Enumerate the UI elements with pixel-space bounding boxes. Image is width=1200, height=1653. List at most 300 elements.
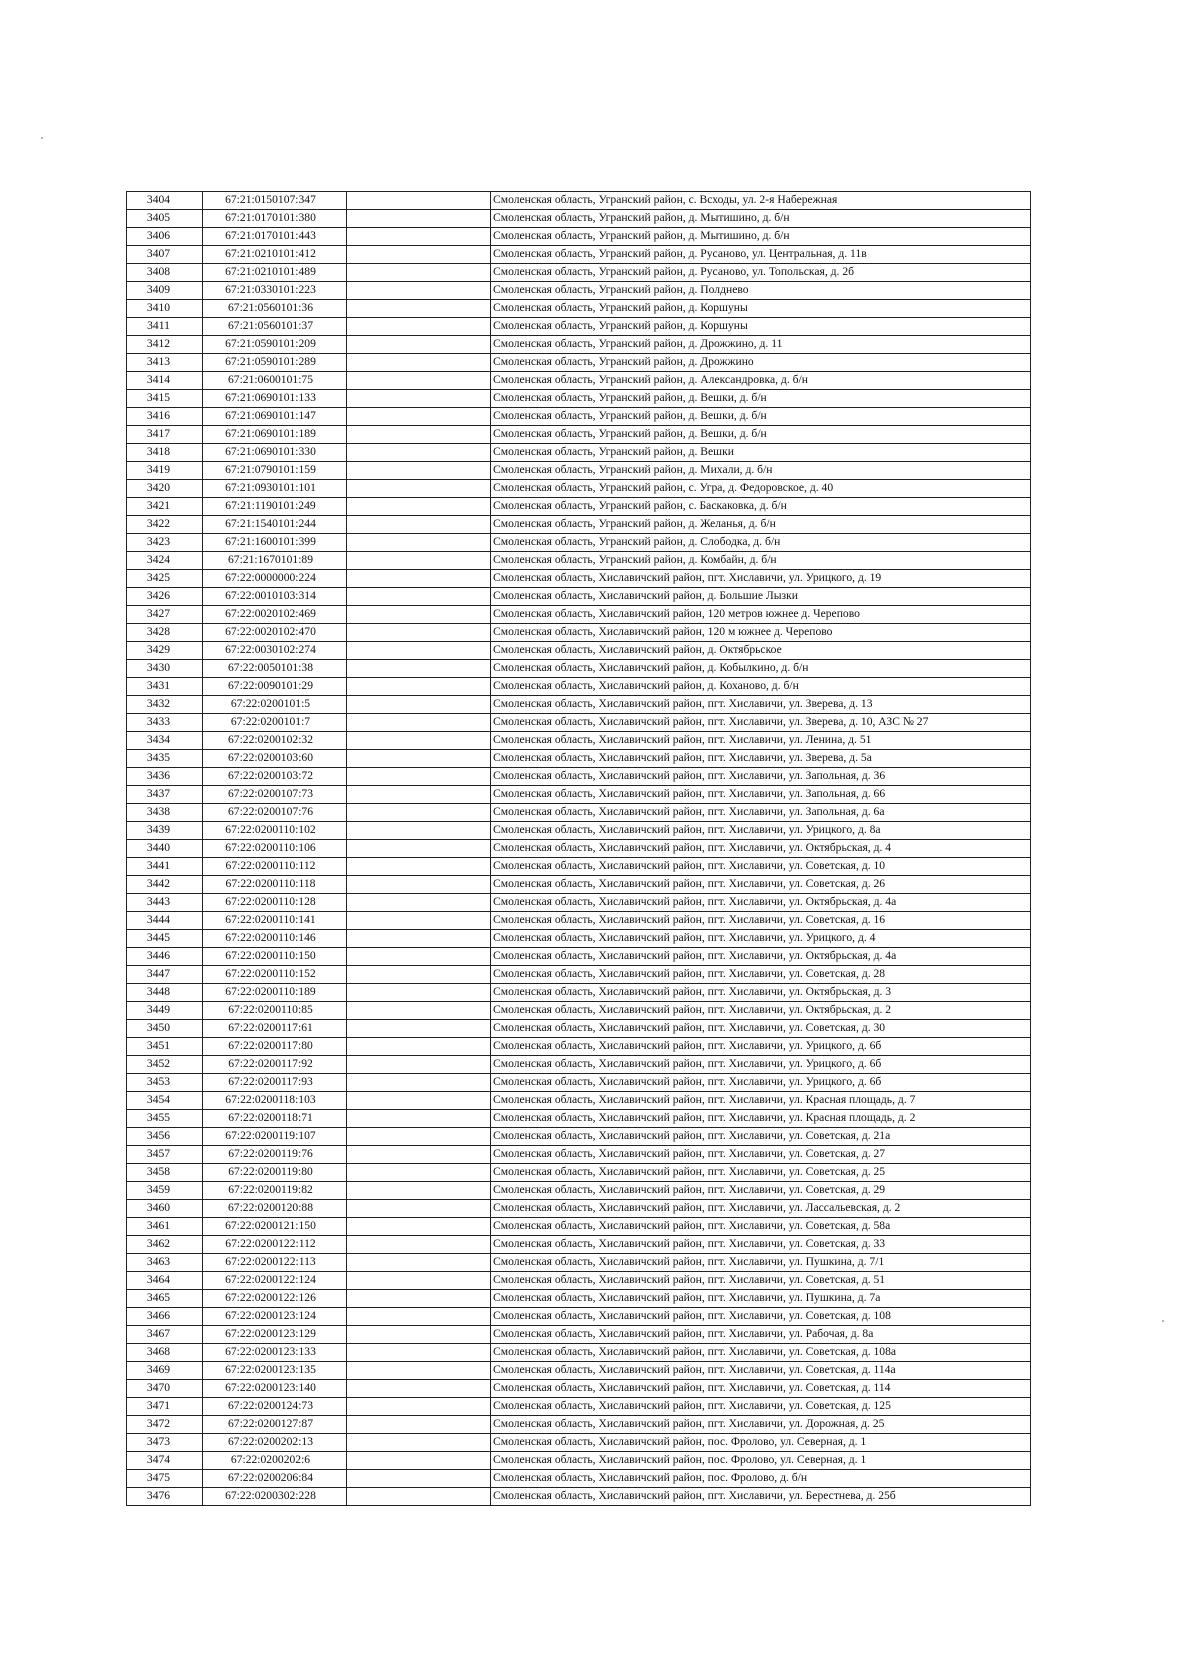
table-row	[127, 210, 1031, 228]
cadastral-number-cell: 67:22:0200110:118	[203, 876, 347, 894]
row-number-cell: 3464	[127, 1272, 203, 1290]
row-number-cell: 3431	[127, 678, 203, 696]
empty-cell	[347, 750, 491, 768]
table-row	[127, 534, 1031, 552]
table-row	[127, 1002, 1031, 1020]
empty-cell	[347, 588, 491, 606]
table-row	[127, 840, 1031, 858]
address-cell: Смоленская область, Хиславичский район, пгт. Хиславичи, ул. Запольная, д. 36	[491, 768, 1031, 786]
row-number-cell: 3439	[127, 822, 203, 840]
table-row	[127, 1308, 1031, 1326]
address-cell: Смоленская область, Хиславичский район, 120 метров южнее д. Черепово	[491, 606, 1031, 624]
empty-cell	[347, 444, 491, 462]
address-cell: Смоленская область, Хиславичский район, пгт. Хиславичи, ул. Запольная, д. 66	[491, 786, 1031, 804]
table-row	[127, 426, 1031, 444]
table-row	[127, 948, 1031, 966]
empty-cell	[347, 1056, 491, 1074]
address-cell: Смоленская область, Хиславичский район, пгт. Хиславичи, ул. Пушкина, д. 7а	[491, 1290, 1031, 1308]
cadastral-number-cell: 67:21:0210101:412	[203, 246, 347, 264]
row-number-cell: 3460	[127, 1200, 203, 1218]
empty-cell	[347, 1038, 491, 1056]
cadastral-number-cell: 67:22:0200123:129	[203, 1326, 347, 1344]
table-row	[127, 498, 1031, 516]
row-number-cell: 3451	[127, 1038, 203, 1056]
table-row	[127, 966, 1031, 984]
address-cell: Смоленская область, Хиславичский район, пгт. Хиславичи, ул. Советская, д. 108	[491, 1308, 1031, 1326]
address-cell: Смоленская область, Хиславичский район, пгт. Хиславичи, ул. Советская, д. 16	[491, 912, 1031, 930]
address-cell: Смоленская область, Хиславичский район, д. Октябрьское	[491, 642, 1031, 660]
row-number-cell: 3428	[127, 624, 203, 642]
empty-cell	[347, 192, 491, 210]
address-cell: Смоленская область, Хиславичский район, пгт. Хиславичи, ул. Урицкого, д. 6б	[491, 1074, 1031, 1092]
address-cell: Смоленская область, Угранский район, д. Коршуны	[491, 318, 1031, 336]
table-row	[127, 1164, 1031, 1182]
cadastral-number-cell: 67:22:0200119:82	[203, 1182, 347, 1200]
row-number-cell: 3419	[127, 462, 203, 480]
address-cell: Смоленская область, Хиславичский район, пос. Фролово, ул. Северная, д. 1	[491, 1434, 1031, 1452]
cadastral-number-cell: 67:21:0690101:330	[203, 444, 347, 462]
cadastral-number-cell: 67:22:0200122:112	[203, 1236, 347, 1254]
cadastral-number-cell: 67:21:0170101:443	[203, 228, 347, 246]
empty-cell	[347, 1398, 491, 1416]
address-cell: Смоленская область, Хиславичский район, пгт. Хиславичи, ул. Советская, д. 108а	[491, 1344, 1031, 1362]
address-cell: Смоленская область, Хиславичский район, пгт. Хиславичи, ул. Зверева, д. 5а	[491, 750, 1031, 768]
address-cell: Смоленская область, Хиславичский район, пос. Фролово, д. б/н	[491, 1470, 1031, 1488]
table-row	[127, 192, 1031, 210]
cadastral-number-cell: 67:21:0600101:75	[203, 372, 347, 390]
row-number-cell: 3421	[127, 498, 203, 516]
address-cell: Смоленская область, Хиславичский район, пгт. Хиславичи, ул. Урицкого, д. 6б	[491, 1056, 1031, 1074]
row-number-cell: 3416	[127, 408, 203, 426]
empty-cell	[347, 516, 491, 534]
row-number-cell: 3415	[127, 390, 203, 408]
row-number-cell: 3434	[127, 732, 203, 750]
table-row	[127, 1182, 1031, 1200]
row-number-cell: 3454	[127, 1092, 203, 1110]
row-number-cell: 3425	[127, 570, 203, 588]
address-cell: Смоленская область, Угранский район, с. Угра, д. Федоровское, д. 40	[491, 480, 1031, 498]
cadastral-number-cell: 67:22:0200119:80	[203, 1164, 347, 1182]
empty-cell	[347, 1002, 491, 1020]
cadastral-number-cell: 67:22:0030102:274	[203, 642, 347, 660]
empty-cell	[347, 822, 491, 840]
row-number-cell: 3410	[127, 300, 203, 318]
empty-cell	[347, 390, 491, 408]
address-cell: Смоленская область, Хиславичский район, пгт. Хиславичи, ул. Урицкого, д. 19	[491, 570, 1031, 588]
address-cell: Смоленская область, Хиславичский район, пгт. Хиславичи, ул. Октябрьская, д. 4	[491, 840, 1031, 858]
empty-cell	[347, 408, 491, 426]
address-cell: Смоленская область, Угранский район, д. Мытишино, д. б/н	[491, 228, 1031, 246]
empty-cell	[347, 1092, 491, 1110]
empty-cell	[347, 624, 491, 642]
row-number-cell: 3453	[127, 1074, 203, 1092]
address-cell: Смоленская область, Угранский район, с. Баскаковка, д. б/н	[491, 498, 1031, 516]
cadastral-number-cell: 67:22:0200123:135	[203, 1362, 347, 1380]
row-number-cell: 3463	[127, 1254, 203, 1272]
row-number-cell: 3441	[127, 858, 203, 876]
cadastral-number-cell: 67:22:0090101:29	[203, 678, 347, 696]
address-cell: Смоленская область, Хиславичский район, пгт. Хиславичи, ул. Советская, д. 29	[491, 1182, 1031, 1200]
row-number-cell: 3423	[127, 534, 203, 552]
row-number-cell: 3418	[127, 444, 203, 462]
row-number-cell: 3442	[127, 876, 203, 894]
empty-cell	[347, 984, 491, 1002]
cadastral-number-cell: 67:22:0200122:113	[203, 1254, 347, 1272]
empty-cell	[347, 948, 491, 966]
cadastral-number-cell: 67:22:0200206:84	[203, 1470, 347, 1488]
empty-cell	[347, 1470, 491, 1488]
row-number-cell: 3412	[127, 336, 203, 354]
row-number-cell: 3443	[127, 894, 203, 912]
empty-cell	[347, 1308, 491, 1326]
property-registry-table	[126, 191, 1031, 1506]
table-row	[127, 804, 1031, 822]
address-cell: Смоленская область, Хиславичский район, пгт. Хиславичи, ул. Урицкого, д. 4	[491, 930, 1031, 948]
address-cell: Смоленская область, Угранский район, д. Комбайн, д. б/н	[491, 552, 1031, 570]
cadastral-number-cell: 67:22:0200119:107	[203, 1128, 347, 1146]
empty-cell	[347, 642, 491, 660]
cadastral-number-cell: 67:22:0200110:128	[203, 894, 347, 912]
cadastral-number-cell: 67:22:0200202:13	[203, 1434, 347, 1452]
table-body	[127, 192, 1031, 1506]
address-cell: Смоленская область, Хиславичский район, пгт. Хиславичи, ул. Зверева, д. 10, АЗС № 27	[491, 714, 1031, 732]
empty-cell	[347, 228, 491, 246]
cadastral-number-cell: 67:22:0200117:61	[203, 1020, 347, 1038]
row-number-cell: 3476	[127, 1488, 203, 1506]
address-cell: Смоленская область, Хиславичский район, пгт. Хиславичи, ул. Ленина, д. 51	[491, 732, 1031, 750]
row-number-cell: 3445	[127, 930, 203, 948]
address-cell: Смоленская область, Угранский район, д. Русаново, ул. Центральная, д. 11в	[491, 246, 1031, 264]
cadastral-number-cell: 67:22:0200122:126	[203, 1290, 347, 1308]
cadastral-number-cell: 67:22:0200110:146	[203, 930, 347, 948]
address-cell: Смоленская область, Угранский район, д. Дрожжино	[491, 354, 1031, 372]
empty-cell	[347, 534, 491, 552]
address-cell: Смоленская область, Хиславичский район, пос. Фролово, ул. Северная, д. 1	[491, 1452, 1031, 1470]
row-number-cell: 3467	[127, 1326, 203, 1344]
row-number-cell: 3465	[127, 1290, 203, 1308]
table-row	[127, 318, 1031, 336]
table-row	[127, 264, 1031, 282]
address-cell: Смоленская область, Хиславичский район, пгт. Хиславичи, ул. Дорожная, д. 25	[491, 1416, 1031, 1434]
empty-cell	[347, 858, 491, 876]
empty-cell	[347, 930, 491, 948]
empty-cell	[347, 1236, 491, 1254]
table-row	[127, 1038, 1031, 1056]
table-row	[127, 1290, 1031, 1308]
row-number-cell: 3470	[127, 1380, 203, 1398]
address-cell: Смоленская область, Угранский район, д. Желанья, д. б/н	[491, 516, 1031, 534]
table-row	[127, 894, 1031, 912]
address-cell: Смоленская область, Хиславичский район, пгт. Хиславичи, ул. Советская, д. 114	[491, 1380, 1031, 1398]
empty-cell	[347, 1434, 491, 1452]
table-row	[127, 570, 1031, 588]
row-number-cell: 3472	[127, 1416, 203, 1434]
empty-cell	[347, 678, 491, 696]
row-number-cell: 3407	[127, 246, 203, 264]
cadastral-number-cell: 67:21:0690101:189	[203, 426, 347, 444]
cadastral-number-cell: 67:22:0200124:73	[203, 1398, 347, 1416]
empty-cell	[347, 570, 491, 588]
address-cell: Смоленская область, Хиславичский район, д. Кобылкино, д. б/н	[491, 660, 1031, 678]
address-cell: Смоленская область, Угранский район, д. Коршуны	[491, 300, 1031, 318]
empty-cell	[347, 804, 491, 822]
address-cell: Смоленская область, Хиславичский район, пгт. Хиславичи, ул. Советская, д. 58а	[491, 1218, 1031, 1236]
table-row	[127, 822, 1031, 840]
address-cell: Смоленская область, Угранский район, д. Вешки, д. б/н	[491, 390, 1031, 408]
address-cell: Смоленская область, Хиславичский район, 120 м южнее д. Черепово	[491, 624, 1031, 642]
empty-cell	[347, 1020, 491, 1038]
row-number-cell: 3424	[127, 552, 203, 570]
row-number-cell: 3404	[127, 192, 203, 210]
cadastral-number-cell: 67:22:0200110:152	[203, 966, 347, 984]
empty-cell	[347, 462, 491, 480]
empty-cell	[347, 1362, 491, 1380]
table-row	[127, 480, 1031, 498]
table-row	[127, 444, 1031, 462]
row-number-cell: 3468	[127, 1344, 203, 1362]
row-number-cell: 3433	[127, 714, 203, 732]
table-row	[127, 642, 1031, 660]
empty-cell	[347, 1452, 491, 1470]
address-cell: Смоленская область, Хиславичский район, пгт. Хиславичи, ул. Октябрьская, д. 4а	[491, 948, 1031, 966]
row-number-cell: 3429	[127, 642, 203, 660]
row-number-cell: 3474	[127, 1452, 203, 1470]
empty-cell	[347, 714, 491, 732]
cadastral-number-cell: 67:22:0200110:102	[203, 822, 347, 840]
table-row	[127, 1056, 1031, 1074]
table-row	[127, 984, 1031, 1002]
empty-cell	[347, 282, 491, 300]
cadastral-number-cell: 67:22:0050101:38	[203, 660, 347, 678]
table-row	[127, 768, 1031, 786]
table-row	[127, 1398, 1031, 1416]
table-row	[127, 1254, 1031, 1272]
table-row	[127, 462, 1031, 480]
row-number-cell: 3456	[127, 1128, 203, 1146]
row-number-cell: 3406	[127, 228, 203, 246]
cadastral-number-cell: 67:21:0210101:489	[203, 264, 347, 282]
address-cell: Смоленская область, Хиславичский район, пгт. Хиславичи, ул. Советская, д. 125	[491, 1398, 1031, 1416]
table-row	[127, 1416, 1031, 1434]
empty-cell	[347, 786, 491, 804]
table-row	[127, 1146, 1031, 1164]
row-number-cell: 3473	[127, 1434, 203, 1452]
address-cell: Смоленская область, Угранский район, д. Михали, д. б/н	[491, 462, 1031, 480]
table-row	[127, 300, 1031, 318]
scan-speck	[1162, 1320, 1164, 1322]
cadastral-number-cell: 67:22:0200117:92	[203, 1056, 347, 1074]
cadastral-number-cell: 67:22:0200101:7	[203, 714, 347, 732]
row-number-cell: 3447	[127, 966, 203, 984]
row-number-cell: 3462	[127, 1236, 203, 1254]
cadastral-number-cell: 67:21:0790101:159	[203, 462, 347, 480]
cadastral-number-cell: 67:22:0200110:106	[203, 840, 347, 858]
empty-cell	[347, 1110, 491, 1128]
address-cell: Смоленская область, Хиславичский район, пгт. Хиславичи, ул. Запольная, д. 6а	[491, 804, 1031, 822]
empty-cell	[347, 1344, 491, 1362]
cadastral-number-cell: 67:21:1670101:89	[203, 552, 347, 570]
address-cell: Смоленская область, Хиславичский район, пгт. Хиславичи, ул. Октябрьская, д. 4а	[491, 894, 1031, 912]
table-row	[127, 552, 1031, 570]
cadastral-number-cell: 67:21:0590101:289	[203, 354, 347, 372]
row-number-cell: 3444	[127, 912, 203, 930]
row-number-cell: 3440	[127, 840, 203, 858]
table-row	[127, 714, 1031, 732]
address-cell: Смоленская область, Хиславичский район, пгт. Хиславичи, ул. Советская, д. 33	[491, 1236, 1031, 1254]
address-cell: Смоленская область, Хиславичский район, пгт. Хиславичи, ул. Советская, д. 30	[491, 1020, 1031, 1038]
table-row	[127, 876, 1031, 894]
cadastral-number-cell: 67:22:0200122:124	[203, 1272, 347, 1290]
address-cell: Смоленская область, Хиславичский район, пгт. Хиславичи, ул. Рабочая, д. 8а	[491, 1326, 1031, 1344]
table-row	[127, 1110, 1031, 1128]
cadastral-number-cell: 67:21:0170101:380	[203, 210, 347, 228]
row-number-cell: 3437	[127, 786, 203, 804]
cadastral-number-cell: 67:22:0200110:141	[203, 912, 347, 930]
table-row	[127, 354, 1031, 372]
address-cell: Смоленская область, Хиславичский район, д. Коханово, д. б/н	[491, 678, 1031, 696]
table-row	[127, 912, 1031, 930]
empty-cell	[347, 264, 491, 282]
table-row	[127, 750, 1031, 768]
row-number-cell: 3448	[127, 984, 203, 1002]
cadastral-number-cell: 67:22:0200103:72	[203, 768, 347, 786]
address-cell: Смоленская область, Хиславичский район, пгт. Хиславичи, ул. Советская, д. 51	[491, 1272, 1031, 1290]
cadastral-number-cell: 67:21:1190101:249	[203, 498, 347, 516]
table-row	[127, 516, 1031, 534]
row-number-cell: 3446	[127, 948, 203, 966]
empty-cell	[347, 1200, 491, 1218]
cadastral-number-cell: 67:22:0200103:60	[203, 750, 347, 768]
table-row	[127, 678, 1031, 696]
row-number-cell: 3411	[127, 318, 203, 336]
address-cell: Смоленская область, Хиславичский район, пгт. Хиславичи, ул. Урицкого, д. 8а	[491, 822, 1031, 840]
empty-cell	[347, 732, 491, 750]
row-number-cell: 3408	[127, 264, 203, 282]
cadastral-number-cell: 67:22:0200107:73	[203, 786, 347, 804]
empty-cell	[347, 1074, 491, 1092]
table-row	[127, 1092, 1031, 1110]
cadastral-number-cell: 67:22:0200102:32	[203, 732, 347, 750]
cadastral-number-cell: 67:22:0200101:5	[203, 696, 347, 714]
empty-cell	[347, 1488, 491, 1506]
table-row	[127, 606, 1031, 624]
row-number-cell: 3414	[127, 372, 203, 390]
row-number-cell: 3427	[127, 606, 203, 624]
address-cell: Смоленская область, Угранский район, д. Вешки, д. б/н	[491, 426, 1031, 444]
address-cell: Смоленская область, Угранский район, с. Всходы, ул. 2-я Набережная	[491, 192, 1031, 210]
table-row	[127, 246, 1031, 264]
address-cell: Смоленская область, Хиславичский район, пгт. Хиславичи, ул. Берестнева, д. 25б	[491, 1488, 1031, 1506]
empty-cell	[347, 1182, 491, 1200]
cadastral-number-cell: 67:22:0200123:133	[203, 1344, 347, 1362]
row-number-cell: 3471	[127, 1398, 203, 1416]
empty-cell	[347, 840, 491, 858]
row-number-cell: 3420	[127, 480, 203, 498]
table-row	[127, 660, 1031, 678]
table-row	[127, 1488, 1031, 1506]
cadastral-number-cell: 67:22:0020102:469	[203, 606, 347, 624]
cadastral-number-cell: 67:21:0590101:209	[203, 336, 347, 354]
row-number-cell: 3422	[127, 516, 203, 534]
address-cell: Смоленская область, Хиславичский район, пгт. Хиславичи, ул. Красная площадь, д. 7	[491, 1092, 1031, 1110]
table-row	[127, 390, 1031, 408]
row-number-cell: 3461	[127, 1218, 203, 1236]
table-row	[127, 408, 1031, 426]
cadastral-number-cell: 67:21:0560101:37	[203, 318, 347, 336]
cadastral-number-cell: 67:21:1600101:399	[203, 534, 347, 552]
row-number-cell: 3450	[127, 1020, 203, 1038]
empty-cell	[347, 1128, 491, 1146]
empty-cell	[347, 318, 491, 336]
table-row	[127, 1380, 1031, 1398]
row-number-cell: 3436	[127, 768, 203, 786]
address-cell: Смоленская область, Угранский район, д. Русаново, ул. Топольская, д. 2б	[491, 264, 1031, 282]
address-cell: Смоленская область, Угранский район, д. Мытишино, д. б/н	[491, 210, 1031, 228]
cadastral-number-cell: 67:22:0200127:87	[203, 1416, 347, 1434]
empty-cell	[347, 1416, 491, 1434]
table-row	[127, 1452, 1031, 1470]
cadastral-number-cell: 67:22:0200110:189	[203, 984, 347, 1002]
table-row	[127, 786, 1031, 804]
address-cell: Смоленская область, Хиславичский район, пгт. Хиславичи, ул. Урицкого, д. 6б	[491, 1038, 1031, 1056]
row-number-cell: 3449	[127, 1002, 203, 1020]
table-row	[127, 1434, 1031, 1452]
address-cell: Смоленская область, Угранский район, д. Александровка, д. б/н	[491, 372, 1031, 390]
empty-cell	[347, 210, 491, 228]
table-row	[127, 336, 1031, 354]
address-cell: Смоленская область, Хиславичский район, пгт. Хиславичи, ул. Советская, д. 10	[491, 858, 1031, 876]
cadastral-number-cell: 67:22:0200107:76	[203, 804, 347, 822]
empty-cell	[347, 1290, 491, 1308]
cadastral-number-cell: 67:21:0560101:36	[203, 300, 347, 318]
empty-cell	[347, 336, 491, 354]
row-number-cell: 3455	[127, 1110, 203, 1128]
row-number-cell: 3405	[127, 210, 203, 228]
empty-cell	[347, 606, 491, 624]
empty-cell	[347, 372, 491, 390]
cadastral-number-cell: 67:22:0200110:112	[203, 858, 347, 876]
empty-cell	[347, 480, 491, 498]
row-number-cell: 3438	[127, 804, 203, 822]
empty-cell	[347, 1272, 491, 1290]
empty-cell	[347, 1164, 491, 1182]
row-number-cell: 3409	[127, 282, 203, 300]
empty-cell	[347, 768, 491, 786]
empty-cell	[347, 1326, 491, 1344]
row-number-cell: 3457	[127, 1146, 203, 1164]
row-number-cell: 3426	[127, 588, 203, 606]
table-row	[127, 930, 1031, 948]
cadastral-number-cell: 67:22:0200118:103	[203, 1092, 347, 1110]
row-number-cell: 3452	[127, 1056, 203, 1074]
address-cell: Смоленская область, Хиславичский район, пгт. Хиславичи, ул. Лассальевская, д. 2	[491, 1200, 1031, 1218]
address-cell: Смоленская область, Хиславичский район, пгт. Хиславичи, ул. Октябрьская, д. 3	[491, 984, 1031, 1002]
cadastral-number-cell: 67:22:0020102:470	[203, 624, 347, 642]
cadastral-number-cell: 67:21:1540101:244	[203, 516, 347, 534]
empty-cell	[347, 1218, 491, 1236]
table-row	[127, 624, 1031, 642]
address-cell: Смоленская область, Хиславичский район, пгт. Хиславичи, ул. Октябрьская, д. 2	[491, 1002, 1031, 1020]
table-row	[127, 696, 1031, 714]
scan-speck	[41, 137, 43, 139]
address-cell: Смоленская область, Хиславичский район, д. Большие Лызки	[491, 588, 1031, 606]
row-number-cell: 3435	[127, 750, 203, 768]
table-row	[127, 372, 1031, 390]
cadastral-number-cell: 67:22:0200117:93	[203, 1074, 347, 1092]
table-row	[127, 1236, 1031, 1254]
cadastral-number-cell: 67:21:0330101:223	[203, 282, 347, 300]
cadastral-number-cell: 67:22:0200110:85	[203, 1002, 347, 1020]
